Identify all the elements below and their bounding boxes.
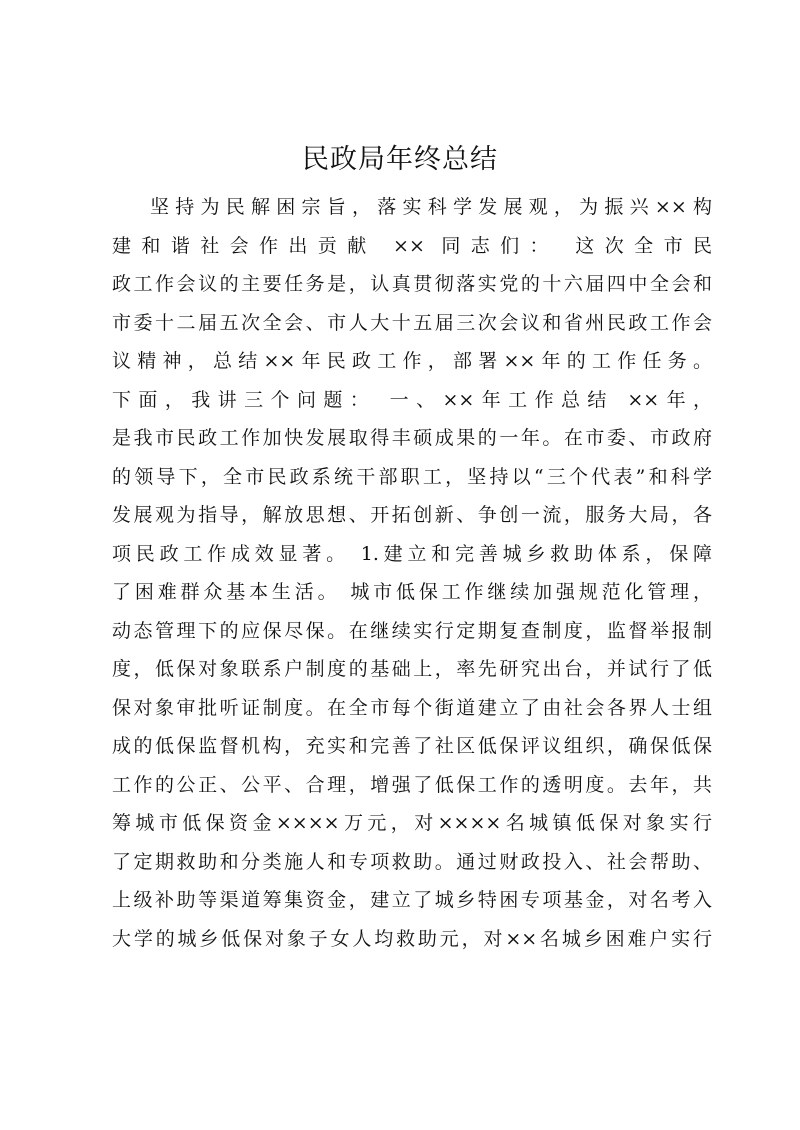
- body-line: 动态管理下的应保尽保。在继续实行定期复查制度，监督举报制: [112, 619, 712, 642]
- body-line: 下面，我讲三个问题： 一、××年工作总结 ××年，: [112, 388, 712, 411]
- body-line: 了定期救助和分类施人和专项救助。通过财政投入、社会帮助、: [112, 850, 712, 873]
- body-line: 项民政工作成效显著。 1.建立和完善城乡救助体系，保障: [112, 542, 712, 565]
- body-line: 筹城市低保资金××××万元，对××××名城镇低保对象实行: [112, 812, 712, 834]
- body-line: 上级补助等渠道筹集资金，建立了城乡特困专项基金，对名考入: [112, 889, 712, 911]
- document-body: [112, 188, 712, 958]
- body-line: 了困难群众基本生活。 城市低保工作继续加强规范化管理，: [112, 581, 712, 603]
- document-title: 民政局年终总结: [302, 144, 498, 175]
- body-line: 度，低保对象联系户制度的基础上，率先研究出台，并试行了低: [112, 658, 712, 680]
- body-line: 发展观为指导，解放思想、开拓创新、争创一流，服务大局，各: [112, 504, 712, 526]
- body-line: 保对象审批听证制度。在全市每个街道建立了由社会各界人士组: [112, 696, 712, 719]
- body-line: 工作的公正、公平、合理，增强了低保工作的透明度。去年，共: [112, 773, 712, 796]
- body-line: 是我市民政工作加快发展取得丰硕成果的一年。在市委、市政府: [112, 427, 712, 449]
- body-line: 的领导下，全市民政系统干部职工，坚持以“三个代表”和科学: [112, 465, 712, 488]
- body-line: 坚持为民解困宗旨，落实科学发展观，为振兴××构: [150, 196, 712, 218]
- body-line: 建和谐社会作出贡献 ×× 同志们： 这次全市民: [112, 234, 712, 257]
- body-line: 大学的城乡低保对象子女人均救助元，对××名城乡困难户实行: [112, 927, 712, 950]
- body-line: 政工作会议的主要任务是，认真贯彻落实党的十六届四中全会和: [112, 273, 712, 295]
- body-line: 市委十二届五次全会、市人大十五届三次会议和省州民政工作会: [112, 311, 712, 334]
- body-line: 议精神，总结××年民政工作，部署××年的工作任务。: [112, 350, 712, 372]
- body-line: 成的低保监督机构，充实和完善了社区低保评议组织，确保低保: [112, 735, 712, 757]
